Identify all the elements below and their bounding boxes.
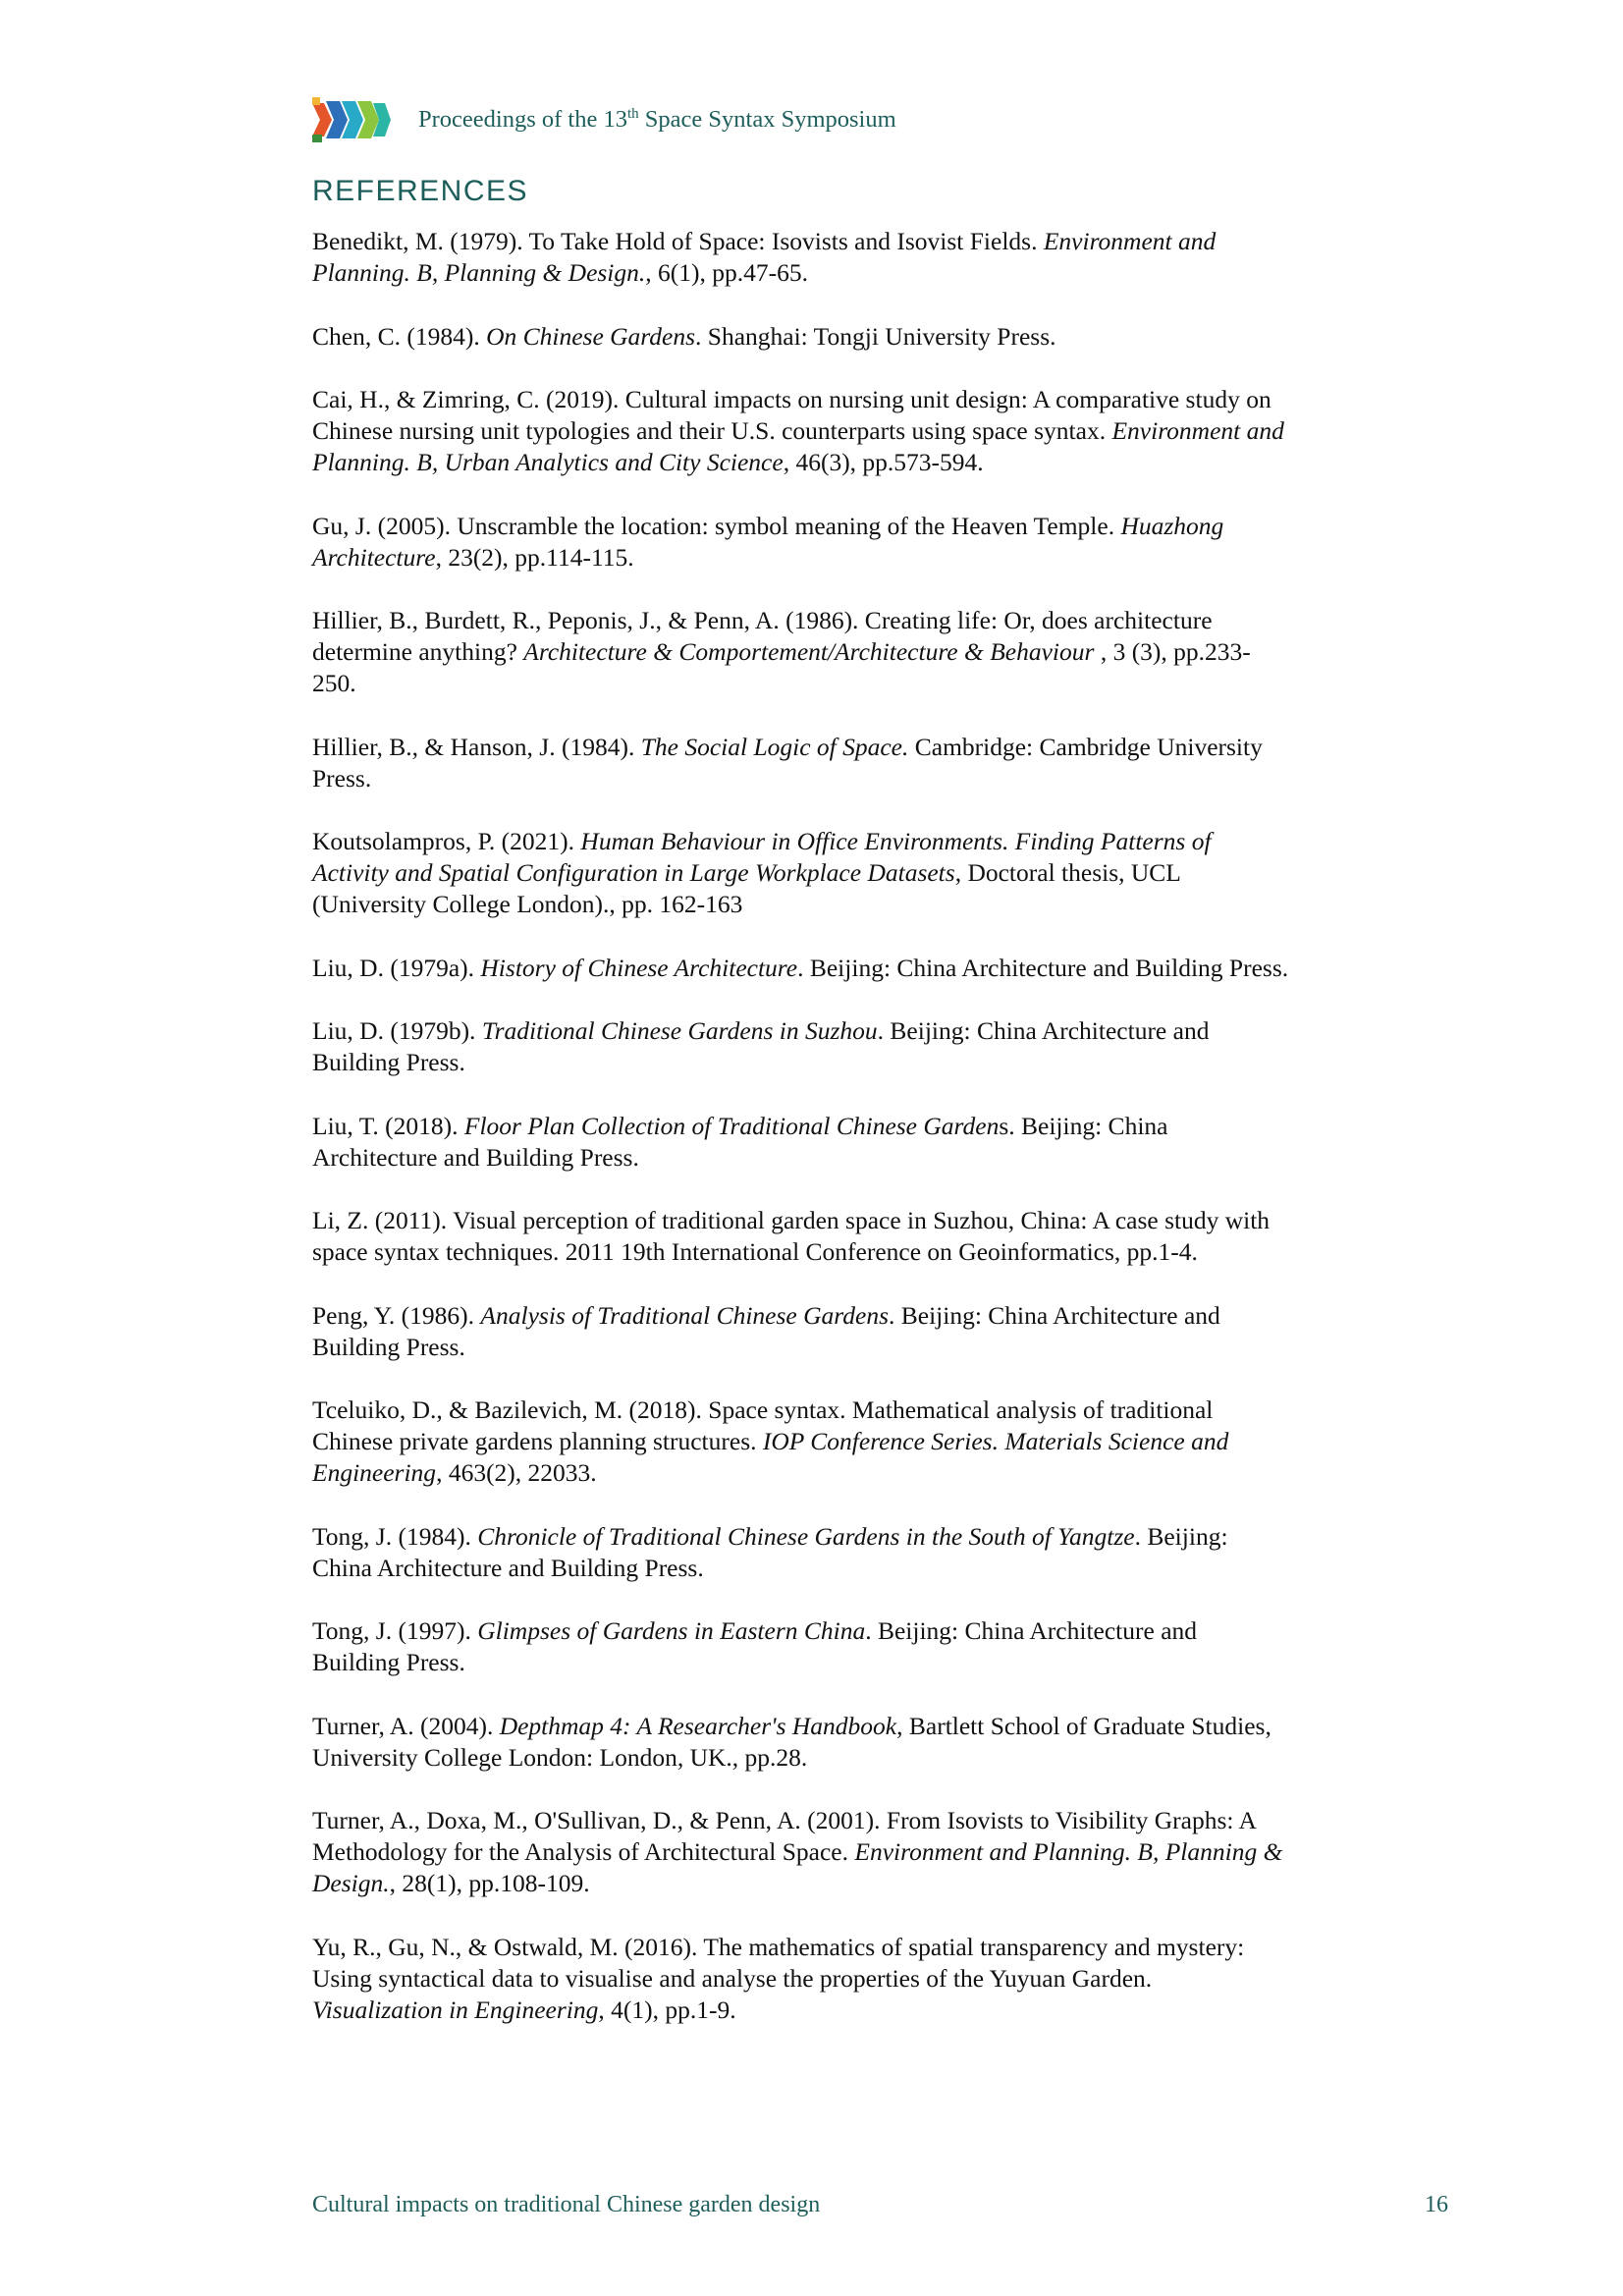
reference-text: Koutsolampros, P. (2021). [312, 827, 581, 855]
reference-text: Architecture and Building Press. [312, 1142, 639, 1172]
reference-text: Cai, H., & Zimring, C. (2019). Cultural impacts on nursing unit design: A comparative study on [312, 385, 1271, 413]
reference-italic-text: Huazhong [1120, 511, 1224, 540]
reference-text: Tceluiko, D., & Bazilevich, M. (2018). Space syntax. Mathematical analysis of traditional [312, 1395, 1214, 1424]
reference-entry [312, 826, 1451, 920]
reference-entry [312, 1711, 1451, 1774]
reference-entry [312, 1932, 1451, 2026]
reference-italic-text: Design. [312, 1869, 390, 1897]
reference-italic-text: Visualization in Engineering [312, 1995, 599, 2024]
reference-entry [312, 1205, 1451, 1268]
reference-italic-text: Environment and [1043, 227, 1217, 255]
reference-text: . Shanghai: Tongji University Press. [695, 321, 1056, 351]
footer-paper-title: Cultural impacts on traditional Chinese garden design [312, 2192, 821, 2217]
reference-text: Liu, D. (1979a). [312, 953, 481, 982]
reference-italic-text: Activity and Spatial Configuration in Large Workplace Datasets [312, 858, 955, 887]
reference-italic-text: Engineering [312, 1458, 437, 1487]
references-heading: REFERENCES [312, 175, 529, 207]
proceedings-title: Proceedings of the 13th Space Syntax Symposium [418, 106, 896, 133]
reference-italic-text: On Chinese Gardens [486, 321, 696, 351]
reference-text: China Architecture and Building Press. [312, 1553, 704, 1582]
reference-entry [312, 1615, 1451, 1678]
reference-entry [312, 511, 1451, 574]
reference-text: Liu, T. (2018). [312, 1111, 464, 1140]
reference-text: Building Press. [312, 1648, 465, 1676]
reference-text: Turner, A., Doxa, M., O'Sullivan, D., & Penn, A. (2001). From Isovists to Visibility Graphs: A [312, 1806, 1257, 1834]
reference-entry [312, 384, 1451, 478]
page-number: 16 [1425, 2192, 1448, 2217]
reference-text: , 4(1), pp.1-9. [598, 1995, 736, 2024]
reference-text: , Doctoral thesis, UCL [954, 858, 1181, 887]
reference-text: Methodology for the Analysis of Architectural Space. [312, 1837, 855, 1866]
reference-text: Building Press. [312, 1332, 465, 1361]
reference-text: s. Beijing: China [999, 1111, 1168, 1140]
reference-text: Tong, J. (1997). [312, 1616, 478, 1645]
reference-italic-text: Planning. B, Planning & Design. [312, 258, 646, 287]
reference-entry [312, 1300, 1451, 1363]
reference-text: Press. [312, 763, 372, 793]
reference-text: 250. [312, 669, 356, 697]
reference-text: Benedikt, M. (1979). To Take Hold of Space: Isovists and Isovist Fields. [312, 227, 1044, 255]
sss-logo-icon [312, 97, 391, 142]
reference-text: , 6(1), pp.47-65. [645, 258, 809, 287]
reference-italic-text: Chronicle of Traditional Chinese Gardens in the South of Yangtze [477, 1521, 1135, 1551]
reference-text: Chinese nursing unit typologies and their U.S. counterparts using space syntax. [312, 416, 1112, 445]
reference-text: Tong, J. (1984). [312, 1521, 478, 1551]
reference-italic-text: Glimpses of Gardens in Eastern China [477, 1616, 866, 1645]
reference-text: Gu, J. (2005). Unscramble the location: symbol meaning of the Heaven Temple. [312, 511, 1121, 540]
reference-text: Peng, Y. (1986). [312, 1300, 481, 1330]
reference-text: . Beijing: China Architecture and [889, 1300, 1220, 1330]
reference-text: Turner, A. (2004). [312, 1711, 500, 1740]
reference-text: Liu, D. (1979b). [312, 1016, 482, 1045]
reference-italic-text: Environment and [1111, 416, 1284, 445]
reference-italic-text: Environment and Planning. B, Planning & [854, 1837, 1283, 1866]
reference-italic-text: History of Chinese Architecture [480, 953, 798, 982]
reference-text: , 28(1), pp.108-109. [389, 1869, 590, 1897]
reference-text: determine anything? [312, 637, 524, 666]
reference-text: Chinese private gardens planning structures. [312, 1427, 763, 1455]
reference-italic-text: Traditional Chinese Gardens in Suzhou [481, 1016, 878, 1045]
reference-entry [312, 226, 1451, 289]
reference-text: Using syntactical data to visualise and analyse the properties of the Yuyuan Garden. [312, 1963, 1153, 1993]
reference-text: Hillier, B., & Hanson, J. (1984). [312, 732, 641, 761]
reference-entry [312, 605, 1451, 699]
reference-entry [312, 1394, 1451, 1489]
reference-text: space syntax techniques. 2011 19th International Conference on Geoinformatics, pp.1-4. [312, 1237, 1198, 1266]
reference-italic-text: Architecture & Comportement/Architecture & Behaviour [523, 637, 1095, 666]
reference-text: (University College London)., pp. 162-163 [312, 890, 743, 918]
reference-text: Cambridge: Cambridge University [908, 732, 1263, 761]
reference-text: University College London: London, UK., pp.28. [312, 1742, 808, 1772]
reference-text: , 3 (3), pp.233- [1094, 637, 1251, 666]
reference-italic-text: Human Behaviour in Office Environments. Finding Patterns of [580, 827, 1212, 855]
reference-text: Building Press. [312, 1048, 465, 1076]
reference-italic-text: Analysis of Traditional Chinese Gardens [480, 1300, 889, 1330]
reference-italic-text: Depthmap 4: A Researcher's Handbook [499, 1711, 897, 1740]
reference-text: , Bartlett School of Graduate Studies, [896, 1711, 1271, 1740]
page-header [312, 96, 896, 143]
reference-text: Yu, R., Gu, N., & Ostwald, M. (2016). The mathematics of spatial transparency and mystery: [312, 1932, 1245, 1961]
reference-italic-text: The Social Logic of Space. [640, 732, 909, 761]
reference-text: , 23(2), pp.114-115. [435, 542, 634, 572]
reference-entry [312, 321, 1451, 353]
reference-text: Chen, C. (1984). [312, 321, 487, 351]
reference-text: , 46(3), pp.573-594. [783, 448, 984, 476]
reference-text: . Beijing: [1134, 1521, 1228, 1551]
reference-text: Li, Z. (2011). Visual perception of traditional garden space in Suzhou, China: A case study with [312, 1206, 1271, 1234]
reference-italic-text: IOP Conference Series. Materials Science and [762, 1427, 1229, 1455]
reference-text: , 463(2), 22033. [436, 1458, 597, 1487]
reference-entry [312, 953, 1451, 984]
reference-entry [312, 1521, 1451, 1584]
reference-text: . Beijing: China Architecture and Building Press. [797, 953, 1289, 982]
reference-text: . Beijing: China Architecture and [865, 1616, 1198, 1645]
reference-entry [312, 1111, 1451, 1174]
reference-list [312, 226, 1451, 2057]
reference-italic-text: Architecture [312, 542, 436, 572]
reference-text: Hillier, B., Burdett, R., Peponis, J., & Penn, A. (1986). Creating life: Or, does architecture [312, 606, 1213, 634]
reference-entry [312, 732, 1451, 794]
reference-entry [312, 1015, 1451, 1078]
reference-text: . Beijing: China Architecture and [877, 1016, 1210, 1045]
reference-italic-text: Planning. B, Urban Analytics and City Science [312, 448, 784, 476]
reference-italic-text: Floor Plan Collection of Traditional Chinese Garden [463, 1111, 1000, 1140]
reference-entry [312, 1805, 1451, 1899]
